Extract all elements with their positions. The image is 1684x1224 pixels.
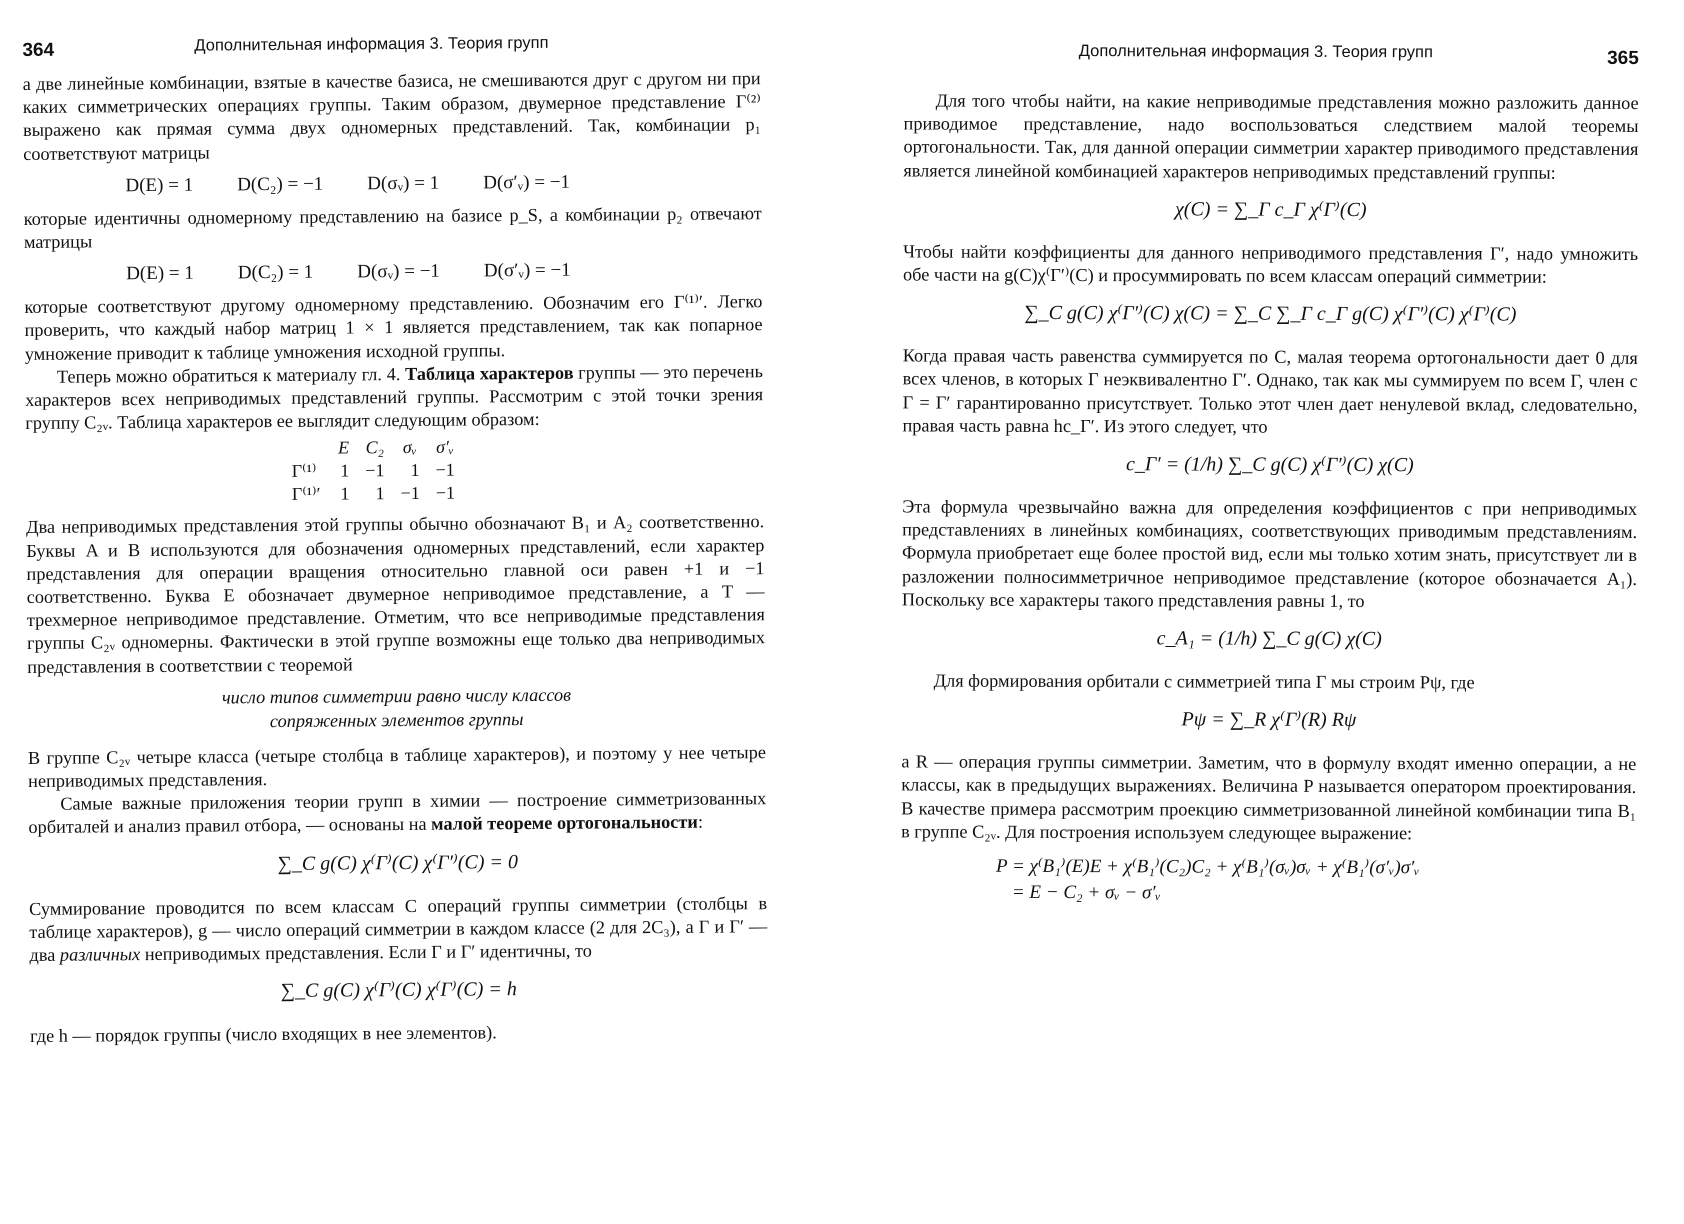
text-run: : <box>697 812 704 833</box>
table-cell: −1 <box>435 460 455 481</box>
page-number: 364 <box>22 39 55 61</box>
equation-term: D(σᵥ) = −1 <box>357 260 440 283</box>
table-cell: 1 <box>375 483 385 504</box>
paragraph: Когда правая часть равенства суммируется по C, малая теорема ортогональности дает 0 для всех членов, в которых Γ неэквивалентно Γ′. Однако, так как мы суммируем по всем Γ, член с Γ = Γ′ гарантированно присутствует. Только этот член дает ненулевой вклад, следовательно, правая часть равна hc_Γ′. Из этого следует, что <box>902 345 1638 437</box>
table-row <box>284 459 463 483</box>
paragraph <box>29 892 768 967</box>
matrices-equation-2 <box>24 257 762 287</box>
paragraph: В группе C₂ᵥ четыре класса (четыре столбца в таблице характеров), и поэтому у нее четыре неприводимых представления. <box>27 742 767 792</box>
paragraph: которые идентичны одномерному представлению на базисе p_S, а комбинации p₂ отвечают матрицы <box>23 203 762 253</box>
equation-term: D(σ′ᵥ) = −1 <box>483 171 571 194</box>
projection-equation: Pψ = ∑_R χ⁽Γ⁾(R) Rψ <box>1181 708 1357 732</box>
equation-term: D(E) = 1 <box>126 262 194 285</box>
theorem-statement <box>27 681 765 735</box>
table-cell: C₂ <box>365 437 384 458</box>
table-cell <box>283 437 330 460</box>
table-cell: 1 <box>340 483 350 504</box>
orthogonality-equation: ∑_C g(C) χ⁽Γ⁾(C) χ⁽Γ′⁾(C) = 0 <box>277 850 519 875</box>
paragraph: Эта формула чрезвычайно важна для определения коэффициентов c при неприводимых представлениях в линейных комбинациях, соответствующих приводимым представлениям. Формула приобретает еще более простой вид, если мы только хотим знать, присутствует ли в разложении полносимметричное неприводимое представление (которое обозначается A₁). Поскольку все характеры такого представления равны 1, то <box>901 496 1638 611</box>
bold-term: Таблица характеров <box>405 362 574 384</box>
paragraph: Два неприводимых представления этой группы обычно обозначают B₁ и A₂ соответственно. Буквы A и B используются для обозначения одномерных представлений, если характер представления для операции вращения относительно главной оси равен +1 и −1 соответственно. Буква E обозначает двумерное неприводимое представление, а T — трехмерное неприводимое представление. Отметим, что все неприводимые представления группы C₂ᵥ одномерны. Фактически в этой группе возможны еще только два неприводимых представления в соответствии с теоремой <box>26 511 766 677</box>
text-run: Теперь можно обратиться к материалу гл. 4. <box>56 363 406 387</box>
table-cell: −1 <box>365 460 385 481</box>
equation-line: P = χ⁽B₁⁾(E)E + χ⁽B₁⁾(C₂)C₂ + χ⁽B₁⁾(σᵥ)σᵥ + χ⁽B₁⁾(σ′ᵥ)σ′ᵥ <box>995 855 1420 879</box>
coefficient-equation: c_Γ′ = (1/h) ∑_C g(C) χ⁽Γ′⁾(C) χ(C) <box>1125 453 1414 477</box>
left-page-body <box>23 67 769 1048</box>
table-cell: Γ⁽¹⁾′ <box>291 484 321 505</box>
running-head: Дополнительная информация 3. Теория групп <box>1078 42 1433 62</box>
equation-term: D(E) = 1 <box>125 174 194 197</box>
table-cell: 1 <box>340 460 350 481</box>
paragraph: Для того чтобы найти, на какие неприводимые представления можно разложить данное приводимое представление, надо воспользоваться следствием малой теоремы ортогональности. Так, для данной операции симметрии характер приводимого представления является линейной комбинацией характеров неприводимых представлений группы: <box>903 90 1639 183</box>
double-sum-equation: ∑_C g(C) χ⁽Γ′⁾(C) χ(C) = ∑_C ∑_Γ c_Γ g(C) χ⁽Γ′⁾(C) χ⁽Γ⁾(C) <box>1024 302 1517 326</box>
table-cell: −1 <box>400 483 420 504</box>
table-cell: −1 <box>435 483 456 504</box>
italic-term: различных <box>59 944 141 965</box>
left-page <box>22 0 770 1224</box>
paragraph: где h — порядок группы (число входящих в нее элементов). <box>30 1022 497 1047</box>
orthogonality-h-equation: ∑_C g(C) χ⁽Γ⁾(C) χ⁽Γ⁾(C) = h <box>280 978 517 1003</box>
bold-term: малой теореме ортогональности <box>431 812 698 835</box>
text-run: неприводимых представления. Если Γ и Γ′ идентичны, то <box>140 940 592 965</box>
right-page-body <box>901 89 1639 908</box>
a1-coefficient-equation: c_A₁ = (1/h) ∑_C g(C) χ(C) <box>1156 627 1382 651</box>
table-cell: E <box>338 437 350 458</box>
equation-line: = E − C₂ + σᵥ − σ′ᵥ <box>1011 881 1161 904</box>
equation-term: D(C₂) = 1 <box>237 261 314 284</box>
table-cell: σ′ᵥ <box>435 437 455 458</box>
paragraph <box>28 787 766 839</box>
equation-term: D(σ′ᵥ) = −1 <box>483 259 571 282</box>
paragraph: которые соответствуют другому одномерному представлению. Обозначим его Γ⁽¹⁾′. Легко проверить, что каждый набор матриц 1 × 1 является представлением, так как попарное умножение приводит к таблице умножения исходной группы. <box>24 291 763 364</box>
theorem-line: число типов симметрии равно числу классов <box>221 684 572 708</box>
table-cell: Γ⁽¹⁾ <box>291 461 317 482</box>
character-sum-equation: χ(C) = ∑_Γ c_Γ χ⁽Γ⁾(C) <box>1174 198 1367 221</box>
matrices-equation-1 <box>23 169 761 199</box>
right-page <box>900 0 1639 1224</box>
table-cell: 1 <box>410 460 420 481</box>
text-run: Суммирование проводится по всем классам C операций группы симметрии (столбцы в таблице характеров), g — число операций симметрии в каждом классе (2 для 2C₃), а Γ и Γ′ — два <box>29 892 768 966</box>
theorem-line: сопряженных элементов группы <box>269 708 524 731</box>
projection-operator-equation <box>901 853 1636 908</box>
table-row <box>284 482 463 506</box>
running-head: Дополнительная информация 3. Теория групп <box>194 33 549 55</box>
character-table <box>283 436 463 506</box>
equation-term: D(σᵥ) = 1 <box>367 172 440 195</box>
table-cell: σᵥ <box>402 437 417 458</box>
equation-term: D(C₂) = −1 <box>237 173 324 196</box>
right-page-header <box>904 35 1639 70</box>
paragraph: а две линейные комбинации, взятые в качестве базиса, не смешиваются друг с другом ни при каких симметрических операциях группы. Таким образом, двумерное представление Γ⁽²⁾ выражено как прямая сумма двух одномерных представлений. Так, комбинации p₁ соответствуют матрицы <box>22 68 762 164</box>
paragraph: Для формирования орбитали с симметрией типа Γ мы строим Pψ, где <box>933 670 1475 693</box>
page-number: 365 <box>1607 47 1639 69</box>
paragraph <box>25 360 764 435</box>
text-run: группы — это перечень характеров всех неприводимых представлений группы. Рассмотрим с этой точки зрения группу C₂ᵥ. Таблица характеров ее выглядит следующим образом: <box>25 361 764 434</box>
left-page-header <box>22 32 760 70</box>
text-run: Самые важные приложения теории групп в химии — построение симметризованных орбиталей и анализ правил отбора, — основаны на <box>28 788 767 838</box>
paragraph: Чтобы найти коэффициенты для данного неприводимого представления Γ′, надо умножить обе части на g(C)χ⁽Γ′⁾(C) и просуммировать по всем классам операций симметрии: <box>903 241 1639 287</box>
table-header-row <box>283 436 462 460</box>
paragraph: a R — операция группы симметрии. Заметим, что в формулу входят именно операции, а не классы, как в предыдущих выражениях. Величина P называется оператором проектирования. В качестве примера рассмотрим проекцию симметризованной линейной комбинации типа B₁ в группе C₂ᵥ. Для построения используем следующее выражение: <box>901 751 1637 844</box>
